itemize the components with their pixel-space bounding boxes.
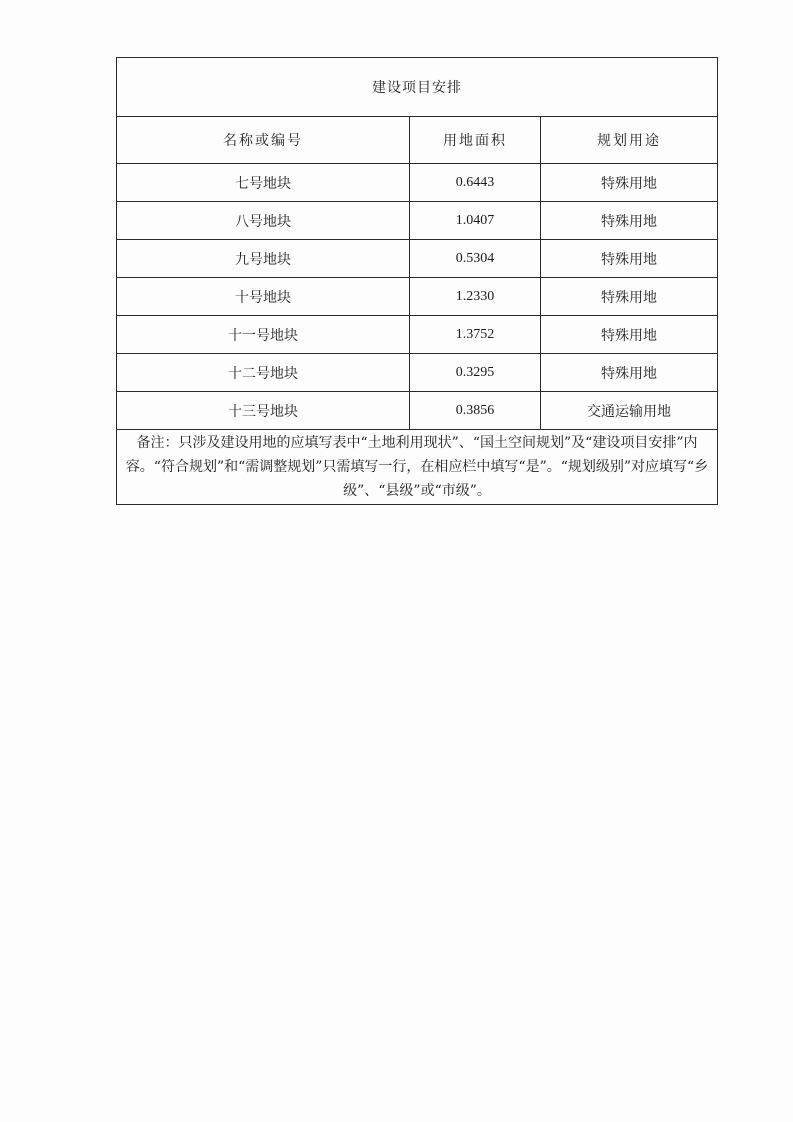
plot-use: 交通运输用地 <box>541 392 718 430</box>
plot-area: 1.3752 <box>410 316 541 354</box>
table-note-row <box>117 430 718 505</box>
plot-name: 十一号地块 <box>117 316 410 354</box>
table-title: 建设项目安排 <box>117 58 718 117</box>
table-row <box>117 354 718 392</box>
table-title-row <box>117 58 718 117</box>
plot-name: 十三号地块 <box>117 392 410 430</box>
table-note: 备注：只涉及建设用地的应填写表中“土地利用现状”、“国土空间规划”及“建设项目安排”内容。“符合规划”和“需调整规划”只需填写一行，在相应栏中填写“是”。“规划级别”对应填写“乡级”、“县级”或“市级”。 <box>117 430 718 505</box>
plot-use: 特殊用地 <box>541 240 718 278</box>
table-row <box>117 240 718 278</box>
plot-name: 十号地块 <box>117 278 410 316</box>
table-row <box>117 316 718 354</box>
plot-area: 0.6443 <box>410 164 541 202</box>
header-use: 规划用途 <box>541 117 718 164</box>
plot-name: 七号地块 <box>117 164 410 202</box>
table-row <box>117 392 718 430</box>
plot-use: 特殊用地 <box>541 202 718 240</box>
construction-plan-table <box>116 57 718 505</box>
table-header-row <box>117 117 718 164</box>
plot-name: 九号地块 <box>117 240 410 278</box>
plot-area: 1.0407 <box>410 202 541 240</box>
plot-area: 1.2330 <box>410 278 541 316</box>
header-area: 用地面积 <box>410 117 541 164</box>
header-name: 名称或编号 <box>117 117 410 164</box>
plot-use: 特殊用地 <box>541 164 718 202</box>
table-row <box>117 164 718 202</box>
plot-use: 特殊用地 <box>541 278 718 316</box>
plot-name: 十二号地块 <box>117 354 410 392</box>
table-row <box>117 278 718 316</box>
plot-name: 八号地块 <box>117 202 410 240</box>
plot-area: 0.3295 <box>410 354 541 392</box>
plot-use: 特殊用地 <box>541 316 718 354</box>
plot-area: 0.5304 <box>410 240 541 278</box>
plot-use: 特殊用地 <box>541 354 718 392</box>
table-row <box>117 202 718 240</box>
plot-area: 0.3856 <box>410 392 541 430</box>
